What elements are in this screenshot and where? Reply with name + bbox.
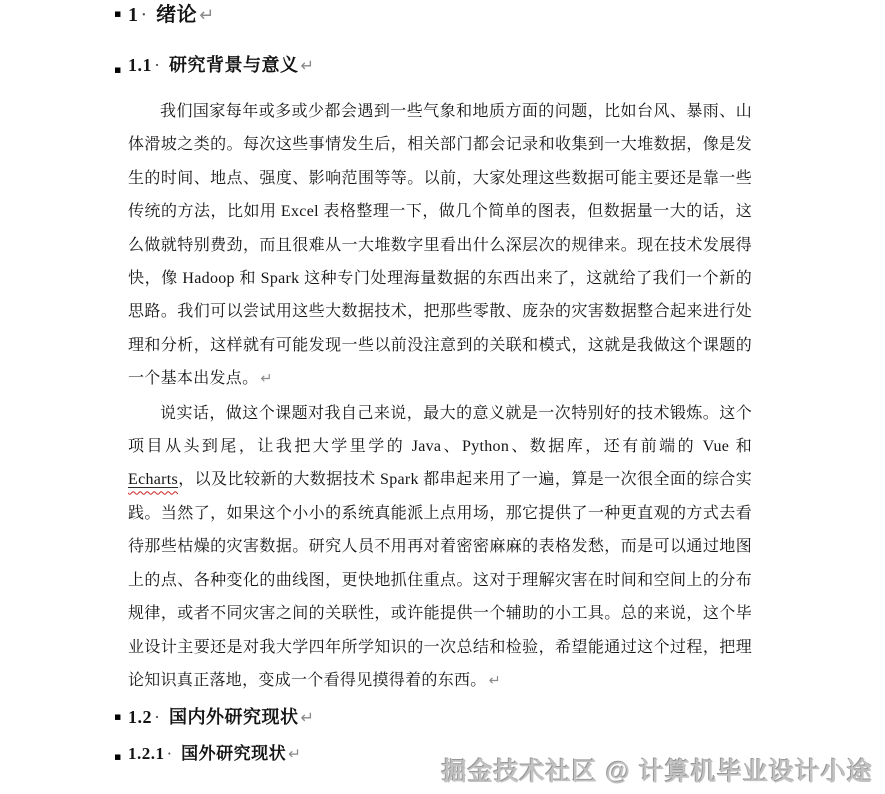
- space-formatting-mark: ·: [140, 4, 148, 26]
- heading-style-square-icon: ▪: [114, 710, 122, 724]
- watermark: 掘金技术社区 @ 计算机毕业设计小途: [441, 758, 873, 786]
- heading-style-square-icon: ▪: [114, 63, 122, 76]
- space-formatting-mark: ·: [166, 744, 173, 764]
- heading-chapter-1: [114, 2, 752, 29]
- heading-text: 研究背景与意义: [169, 55, 299, 75]
- paragraph-mark-icon: ↵: [288, 745, 301, 764]
- paragraph-text: 我们国家每年或多或少都会遇到一些气象和地质方面的问题，比如台风、暴雨、山体滑坡之类的。每次这些事情发生后，相关部门都会记录和收集到一大堆数据，像是发生的时间、地点、强度、影响范围等等。以前，大家处理这些数据可能主要还是靠一些传统的方法，比如用 Excel 表格整理一下，做几个简单的图表，但数据量一大的话，这么做就特别费劲，而且很难从一大堆数字里看出什么深层次的规律来。现在技术发展得快，像 Hadoop 和 Spark 这种专门处理海量数据的东西出来了，这就给了我们一个新的思路。我们可以尝试用这些大数据技术，把那些零散、庞杂的灾害数据整合起来进行处理和分析，这样就有可能发现一些以前没注意到的关联和模式，这就是我做这个课题的一个基本出发点。: [128, 103, 752, 388]
- text-column: [114, 0, 752, 765]
- heading-number: 1.1: [128, 55, 152, 75]
- paragraph-mark-icon: ↵: [300, 56, 315, 75]
- heading-number: 1.2.1: [128, 744, 165, 764]
- heading-text: 国外研究现状: [181, 744, 287, 764]
- paragraph-text: ，以及比较新的大数据技术 Spark 都串起来用了一遍，算是一次很全面的综合实践。当然了，如果这个小小的系统真能派上点用场，那它提供了一种更直观的方式去看待那些枯燥的灾害数据。研究人员不用再对着密密麻麻的表格发愁，而是可以通过地图上的点、各种变化的曲线图，更快地抓住重点。这对于理解灾害在时间和空间上的分布规律，或者不同灾害之间的关联性，或许能提供一个辅助的小工具。总的来说，这个毕业设计主要还是对我大学四年所学知识的一次总结和检验，希望能通过这个过程，把理论知识真正落地，变成一个看得见摸得着的东西。: [128, 471, 752, 689]
- heading-style-square-icon: ▪: [114, 7, 122, 20]
- paragraph-mark-icon: ↵: [260, 371, 273, 388]
- paragraph-mark-icon: ↵: [300, 708, 315, 728]
- paragraph-mark-icon: ↵: [488, 672, 501, 689]
- heading-1-1: [114, 53, 752, 78]
- heading-number: 1: [128, 4, 139, 26]
- paragraph-mark-icon: ↵: [199, 5, 215, 26]
- heading-text: 绪论: [156, 4, 198, 26]
- heading-text: 国内外研究现状: [169, 707, 299, 728]
- paragraph-text: 说实话，做这个课题对我自己来说，最大的意义就是一次特别好的技术锻炼。这个项目从头到尾，让我把大学里学的 Java、Python、数据库，还有前端的 Vue 和: [128, 404, 752, 456]
- space-formatting-mark: ·: [154, 55, 160, 75]
- body-paragraph-1: [128, 95, 752, 397]
- space-formatting-mark: ·: [154, 707, 160, 728]
- spellcheck-underlined-word: Echarts: [128, 471, 179, 489]
- body-paragraph-2: [128, 397, 752, 699]
- heading-style-square-icon: ▪: [114, 750, 122, 764]
- heading-number: 1.2: [128, 707, 152, 728]
- heading-1-2: [114, 705, 752, 730]
